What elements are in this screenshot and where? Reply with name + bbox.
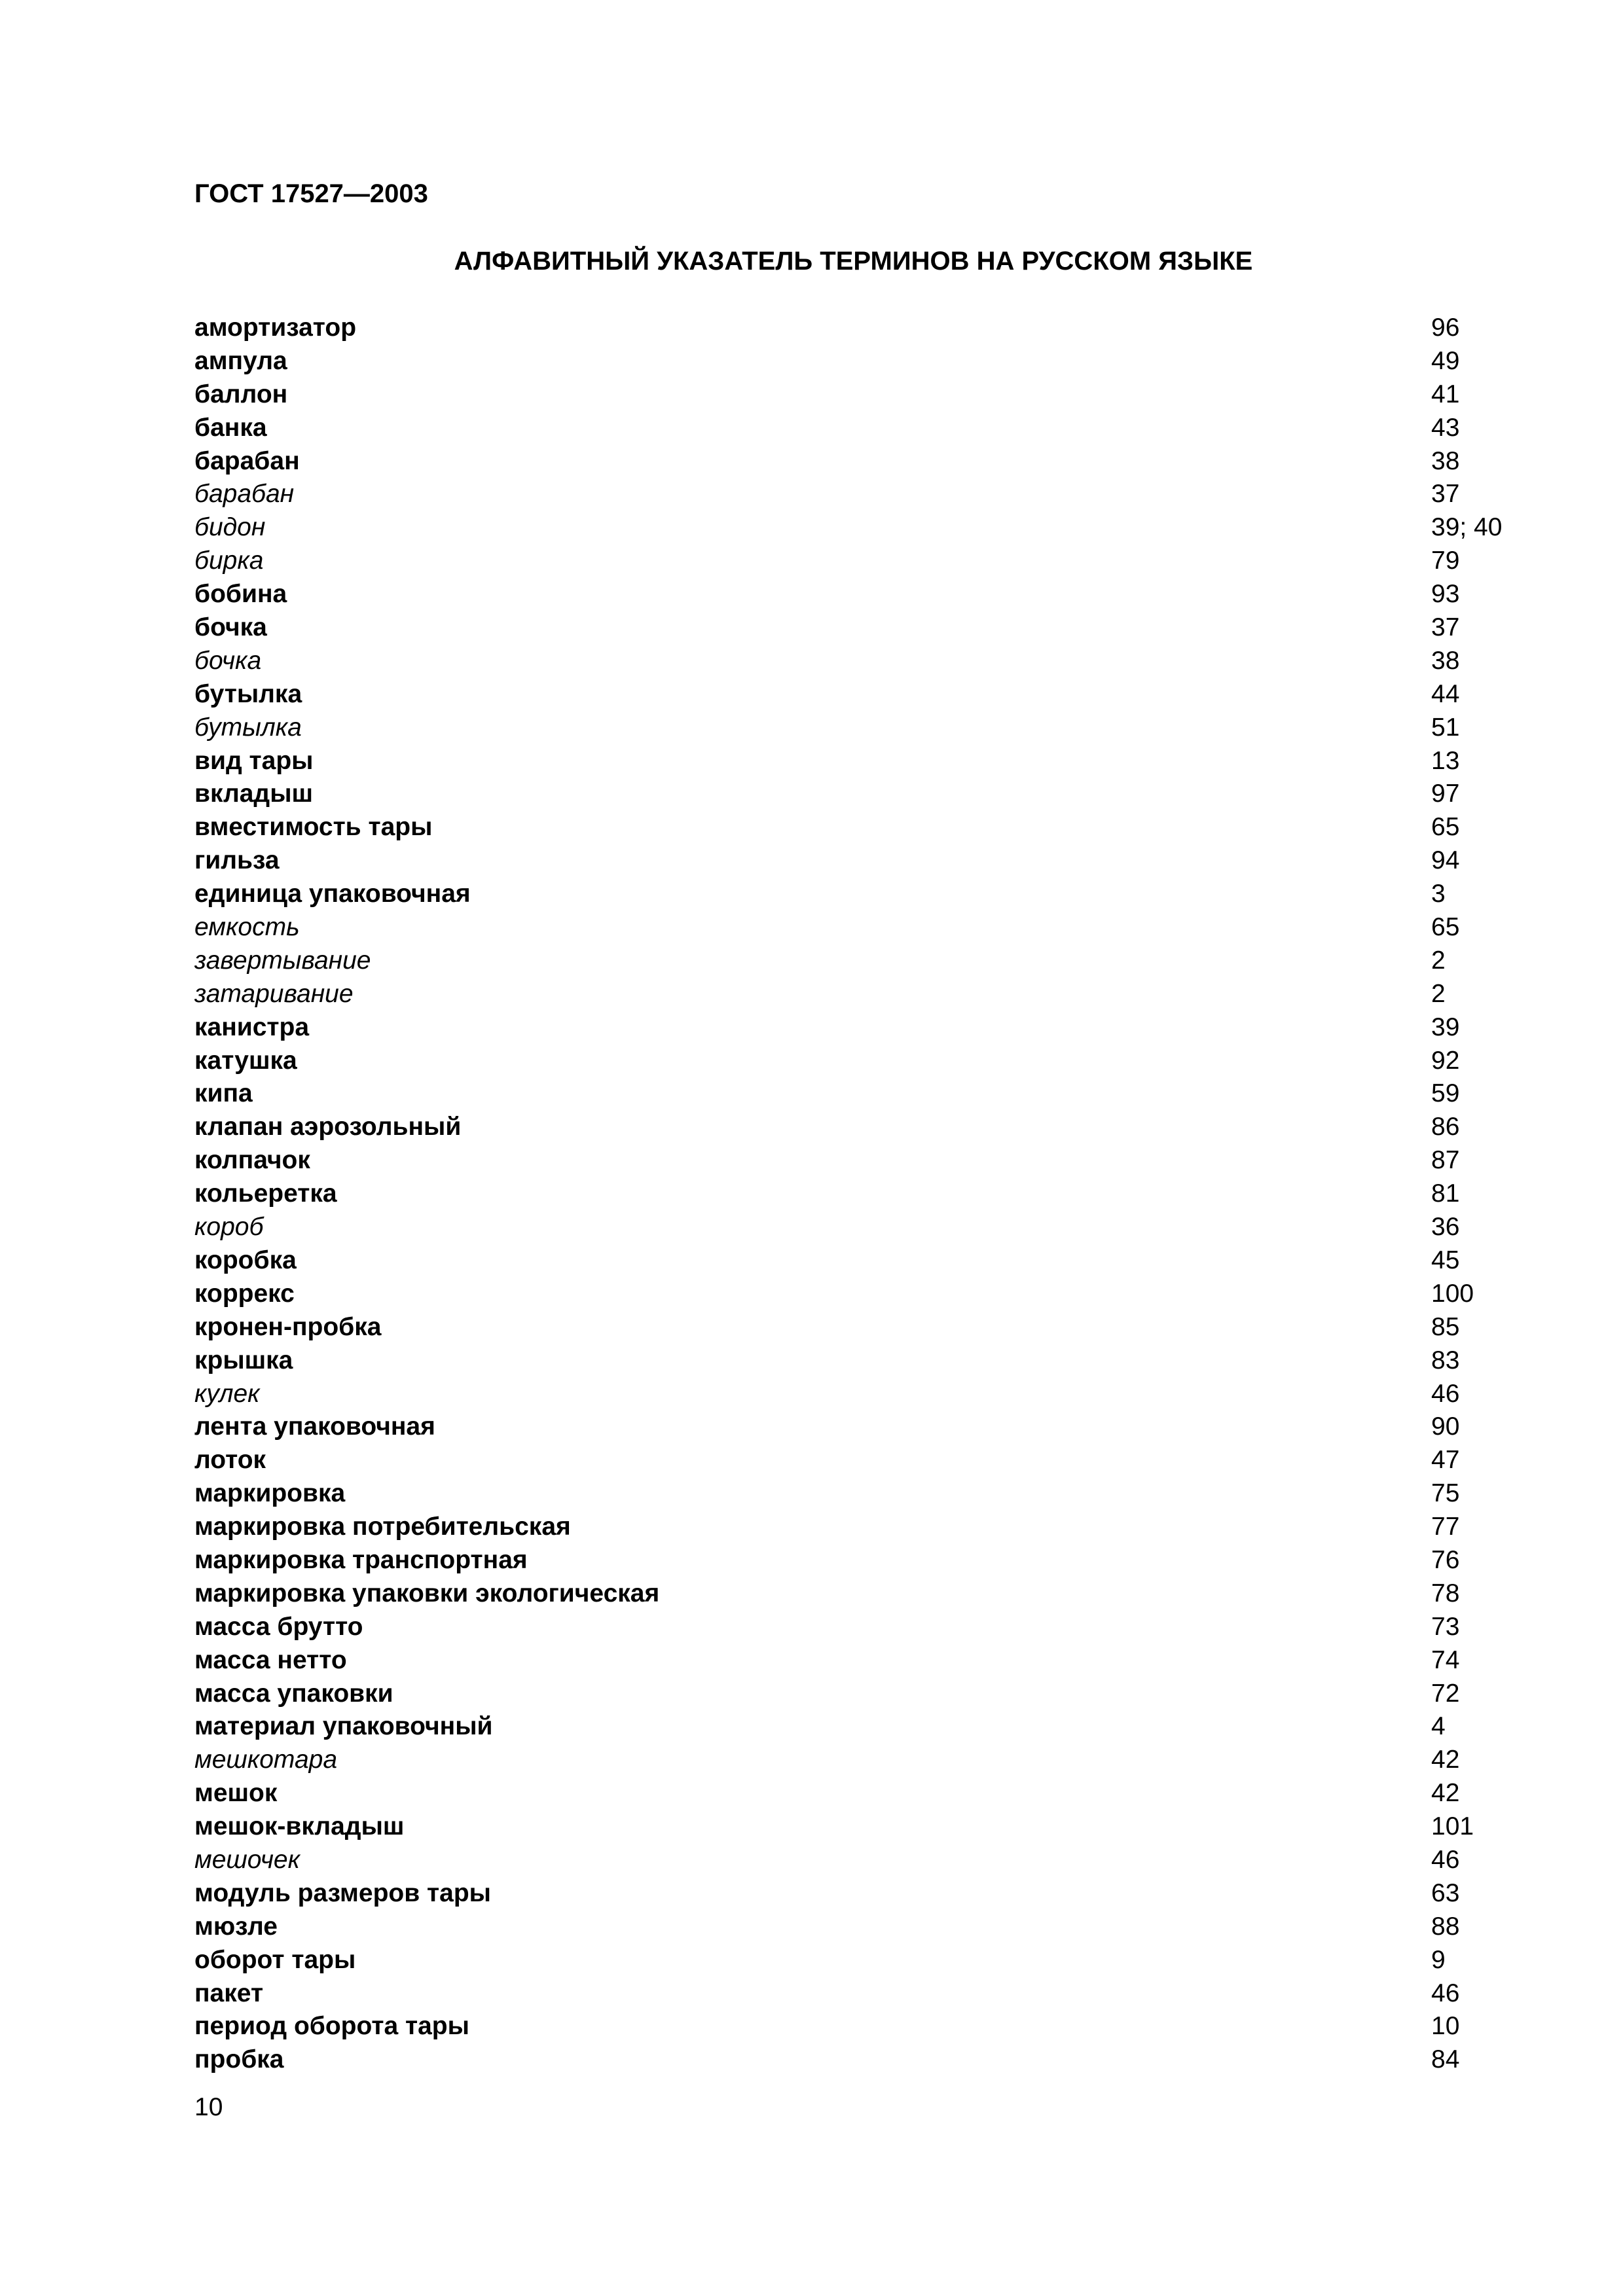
index-term: пробка — [194, 2045, 284, 2074]
index-entry — [194, 1344, 1543, 1378]
index-reference-number: 100 — [1431, 1279, 1474, 1308]
index-reference-number: 39 — [1431, 1013, 1460, 1041]
index-entry — [194, 1577, 1543, 1611]
index-term: модуль размеров тары — [194, 1878, 491, 1907]
index-reference-number: 75 — [1431, 1479, 1460, 1508]
index-reference-number: 65 — [1431, 813, 1460, 842]
index-entry — [194, 811, 1543, 844]
index-term: лента упаковочная — [194, 1412, 435, 1441]
index-reference-number: 38 — [1431, 646, 1460, 675]
index-entry — [194, 1944, 1543, 1977]
index-entry — [194, 645, 1543, 678]
index-reference-number: 2 — [1431, 979, 1446, 1008]
index-reference-number: 88 — [1431, 1912, 1460, 1941]
index-term: лоток — [194, 1446, 266, 1475]
index-entry — [194, 844, 1543, 878]
index-term: бочка — [194, 646, 262, 675]
index-entry — [194, 1511, 1543, 1544]
index-reference-number: 42 — [1431, 1746, 1460, 1774]
index-term: мешкотара — [194, 1746, 338, 1774]
index-entry — [194, 1111, 1543, 1144]
index-term: бутылка — [194, 713, 302, 742]
index-reference-number: 78 — [1431, 1579, 1460, 1607]
term-index-list — [194, 312, 1543, 2077]
index-reference-number: 42 — [1431, 1779, 1460, 1808]
index-entry — [194, 1477, 1543, 1511]
index-reference-number: 39; 40 — [1431, 513, 1503, 542]
index-entry — [194, 1444, 1543, 1477]
index-reference-number: 84 — [1431, 2045, 1460, 2074]
index-term: бочка — [194, 613, 267, 642]
index-term: катушка — [194, 1046, 297, 1075]
index-reference-number: 92 — [1431, 1046, 1460, 1075]
index-reference-number: 38 — [1431, 446, 1460, 475]
document-header: ГОСТ 17527—2003 — [194, 179, 428, 208]
index-term: пакет — [194, 1979, 264, 2007]
index-entry — [194, 1077, 1543, 1111]
index-reference-number: 83 — [1431, 1346, 1460, 1374]
index-term: бирка — [194, 547, 264, 575]
index-term: вид тары — [194, 746, 314, 775]
index-term: банка — [194, 413, 267, 442]
index-title: АЛФАВИТНЫЙ УКАЗАТЕЛЬ ТЕРМИНОВ НА РУССКОМ ЯЗЫКЕ — [454, 247, 1253, 276]
index-entry — [194, 1011, 1543, 1045]
index-entry — [194, 511, 1543, 545]
index-reference-number: 96 — [1431, 314, 1460, 342]
index-reference-number: 77 — [1431, 1513, 1460, 1541]
index-reference-number: 85 — [1431, 1312, 1460, 1341]
index-term: короб — [194, 1213, 264, 1242]
index-term: мешочек — [194, 1845, 301, 1874]
index-entry — [194, 1544, 1543, 1577]
index-entry — [194, 1410, 1543, 1444]
index-entry — [194, 1777, 1543, 1810]
index-reference-number: 90 — [1431, 1412, 1460, 1441]
index-entry — [194, 445, 1543, 478]
index-term: материал упаковочный — [194, 1712, 493, 1741]
index-term: период оборота тары — [194, 2012, 469, 2041]
index-entry — [194, 1710, 1543, 1744]
index-entry — [194, 911, 1543, 944]
index-reference-number: 101 — [1431, 1812, 1474, 1841]
index-reference-number: 43 — [1431, 413, 1460, 442]
index-term: баллон — [194, 380, 288, 408]
index-entry — [194, 412, 1543, 445]
index-reference-number: 46 — [1431, 1845, 1460, 1874]
index-term: кулек — [194, 1379, 260, 1408]
index-reference-number: 79 — [1431, 547, 1460, 575]
index-entry — [194, 1378, 1543, 1411]
index-reference-number: 36 — [1431, 1213, 1460, 1242]
index-entry — [194, 545, 1543, 578]
index-reference-number: 76 — [1431, 1545, 1460, 1574]
index-term: единица упаковочная — [194, 880, 471, 908]
index-term: мешок — [194, 1779, 278, 1808]
index-term: амортизатор — [194, 314, 357, 342]
index-entry — [194, 944, 1543, 978]
index-reference-number: 3 — [1431, 880, 1446, 908]
index-entry — [194, 478, 1543, 511]
index-reference-number: 51 — [1431, 713, 1460, 742]
index-entry — [194, 1844, 1543, 1877]
index-term: барабан — [194, 480, 295, 509]
index-term: оборот тары — [194, 1945, 356, 1974]
index-reference-number: 10 — [1431, 2012, 1460, 2041]
index-reference-number: 46 — [1431, 1379, 1460, 1408]
index-term: емкость — [194, 913, 300, 942]
index-entry — [194, 2010, 1543, 2043]
index-term: коррекс — [194, 1279, 295, 1308]
index-term: вкладыш — [194, 780, 314, 808]
index-reference-number: 97 — [1431, 780, 1460, 808]
index-reference-number: 47 — [1431, 1446, 1460, 1475]
index-entry — [194, 312, 1543, 345]
index-entry — [194, 1877, 1543, 1910]
index-term: ампула — [194, 346, 287, 375]
index-entry — [194, 378, 1543, 412]
index-entry — [194, 1977, 1543, 2011]
index-entry — [194, 2043, 1543, 2077]
index-term: кипа — [194, 1079, 253, 1108]
index-term: гильза — [194, 846, 280, 875]
index-entry — [194, 1611, 1543, 1644]
index-reference-number: 87 — [1431, 1146, 1460, 1175]
index-entry — [194, 1211, 1543, 1244]
index-entry — [194, 1278, 1543, 1311]
index-entry — [194, 745, 1543, 778]
index-entry — [194, 1177, 1543, 1211]
index-entry — [194, 611, 1543, 645]
index-entry — [194, 578, 1543, 611]
index-term: вместимость тары — [194, 813, 433, 842]
index-term: бутылка — [194, 679, 302, 708]
index-reference-number: 72 — [1431, 1679, 1460, 1708]
index-reference-number: 73 — [1431, 1612, 1460, 1641]
index-term: кронен-пробка — [194, 1312, 382, 1341]
index-reference-number: 81 — [1431, 1179, 1460, 1208]
index-reference-number: 37 — [1431, 613, 1460, 642]
index-reference-number: 41 — [1431, 380, 1460, 408]
index-entry — [194, 678, 1543, 711]
index-term: маркировка упаковки экологическая — [194, 1579, 660, 1607]
index-term: коробка — [194, 1246, 297, 1274]
index-reference-number: 86 — [1431, 1113, 1460, 1141]
index-term: барабан — [194, 446, 300, 475]
index-reference-number: 93 — [1431, 580, 1460, 609]
index-entry — [194, 1810, 1543, 1844]
index-term: крышка — [194, 1346, 293, 1374]
index-reference-number: 65 — [1431, 913, 1460, 942]
index-term: маркировка — [194, 1479, 346, 1508]
index-entry — [194, 778, 1543, 811]
index-term: масса упаковки — [194, 1679, 393, 1708]
index-entry — [194, 345, 1543, 378]
index-reference-number: 4 — [1431, 1712, 1446, 1741]
index-term: мюзле — [194, 1912, 278, 1941]
index-reference-number: 94 — [1431, 846, 1460, 875]
index-reference-number: 74 — [1431, 1645, 1460, 1674]
index-reference-number: 9 — [1431, 1945, 1446, 1974]
index-reference-number: 37 — [1431, 480, 1460, 509]
index-term: бидон — [194, 513, 266, 542]
index-entry — [194, 1244, 1543, 1278]
index-entry — [194, 1311, 1543, 1344]
index-entry — [194, 1644, 1543, 1677]
index-entry — [194, 878, 1543, 911]
index-entry — [194, 1677, 1543, 1711]
index-reference-number: 2 — [1431, 946, 1446, 975]
index-reference-number: 46 — [1431, 1979, 1460, 2007]
index-reference-number: 13 — [1431, 746, 1460, 775]
index-term: маркировка транспортная — [194, 1545, 528, 1574]
index-entry — [194, 978, 1543, 1011]
index-term: масса нетто — [194, 1645, 347, 1674]
index-reference-number: 49 — [1431, 346, 1460, 375]
page-number: 10 — [194, 2093, 223, 2121]
index-reference-number: 59 — [1431, 1079, 1460, 1108]
index-entry — [194, 1744, 1543, 1777]
index-term: колпачок — [194, 1146, 310, 1175]
index-reference-number: 44 — [1431, 679, 1460, 708]
index-term: канистра — [194, 1013, 310, 1041]
index-term: масса брутто — [194, 1612, 363, 1641]
index-term: завертывание — [194, 946, 371, 975]
index-reference-number: 45 — [1431, 1246, 1460, 1274]
index-term: кольеретка — [194, 1179, 337, 1208]
index-term: мешок-вкладыш — [194, 1812, 405, 1841]
index-term: клапан аэрозольный — [194, 1113, 462, 1141]
index-entry — [194, 711, 1543, 745]
index-entry — [194, 1144, 1543, 1177]
index-term: затаривание — [194, 979, 354, 1008]
index-reference-number: 63 — [1431, 1878, 1460, 1907]
index-term: маркировка потребительская — [194, 1513, 571, 1541]
index-term: бобина — [194, 580, 287, 609]
index-entry — [194, 1910, 1543, 1944]
index-entry — [194, 1045, 1543, 1078]
